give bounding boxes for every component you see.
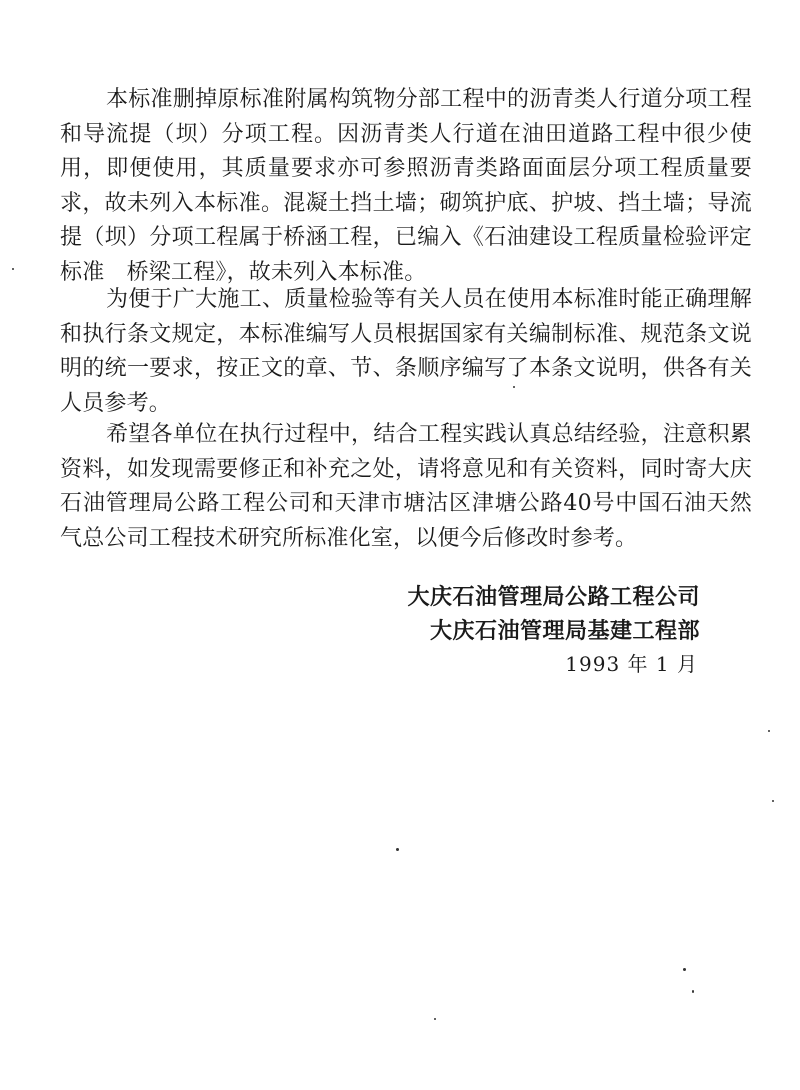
paragraph-purpose: 为便于广大施工、质量检验等有关人员在使用本标准时能正确理解和执行条文规定，本标准编写人员根据国家有关编制标准、规范条文说明的统一要求，按正文的章、节、条顺序编写了本条文说明，供各有关人员参考。 (60, 287, 752, 416)
paragraph-scope-changes: 本标准删掉原标准附属构筑物分部工程中的沥青类人行道分项工程和导流提（坝）分项工程。因沥青类人行道在油田道路工程中很少使用，即便使用，其质量要求亦可参照沥青类路面面层分项工程质量要求，故未列入本标准。混凝土挡土墙；砌筑护底、护坡、挡土墙；导流提（坝）分项工程属于桥涵工程，已编入《石油建设工程质量检验评定标准 桥梁工程》，故未列入本标准。 (60, 87, 752, 285)
signature-org-construction: 大庆石油管理局基建工程部 (429, 619, 700, 644)
scan-speck (768, 730, 770, 732)
signature-org-highway: 大庆石油管理局公路工程公司 (407, 585, 700, 610)
scan-speck (683, 968, 686, 971)
scan-speck (434, 1018, 436, 1020)
scan-speck (513, 386, 515, 388)
scan-speck (772, 800, 774, 802)
scan-speck (692, 990, 694, 993)
scan-speck (12, 268, 14, 270)
paragraph-feedback-request: 希望各单位在执行过程中，结合工程实践认真总结经验，注意积累资料，如发现需要修正和补充之处，请将意见和有关资料，同时寄大庆石油管理局公路工程公司和天津市塘沽区津塘公路40号中国石油天然气总公司工程技术研究所标准化室，以便今后修改时参考。 (60, 422, 752, 551)
scan-speck (396, 848, 399, 851)
signature-date: 1993 年 1 月 (565, 652, 698, 676)
